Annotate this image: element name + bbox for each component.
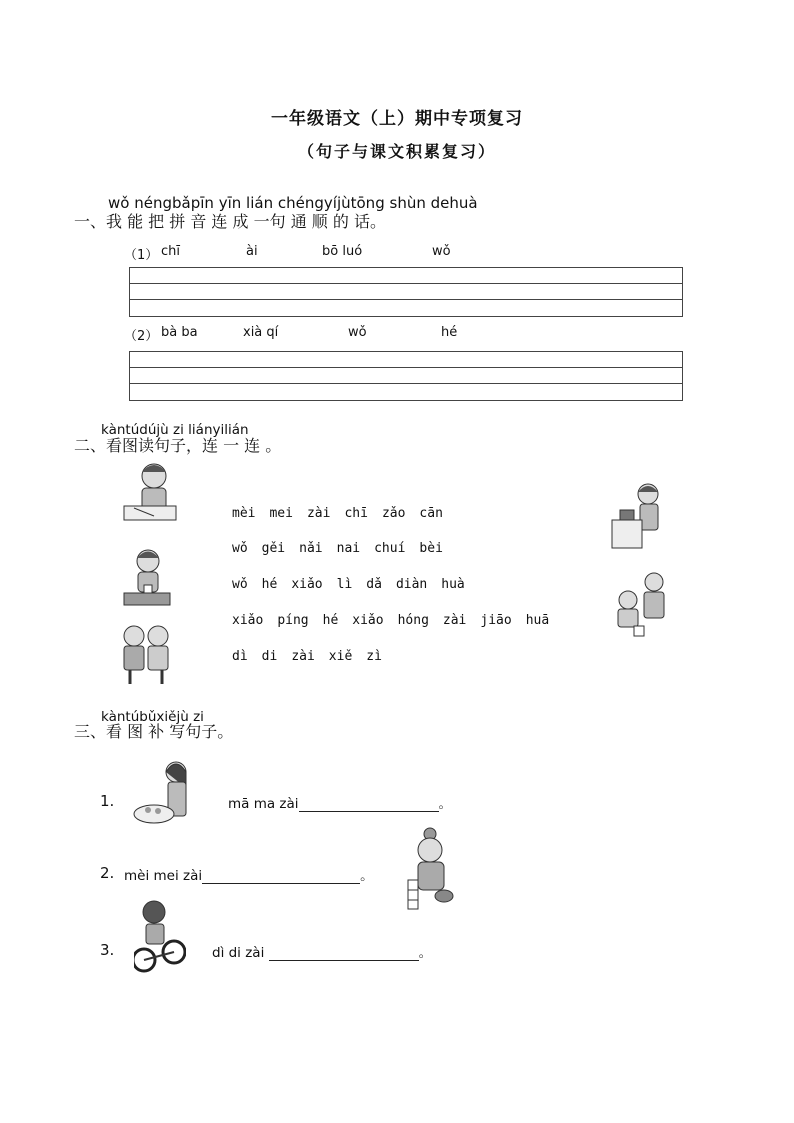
section3-pinyin: kàntúbǔxiějù zi bbox=[101, 709, 204, 725]
kids-watering-illustration[interactable] bbox=[606, 570, 670, 640]
sentence-3[interactable]: wǒ hé xiǎo lì dǎ diàn huà bbox=[232, 577, 465, 592]
section1-item2-word: wǒ bbox=[348, 325, 367, 340]
fill-sentence-3: dì di zài 。 bbox=[212, 945, 433, 961]
section1-item1: （1） bbox=[124, 248, 159, 263]
writing-lines-2[interactable] bbox=[129, 351, 683, 401]
section3-heading: 三、看 图 补 写句子。 bbox=[74, 722, 234, 741]
section2-heading: 二、看图读句子，连 一 连 。 bbox=[74, 436, 282, 455]
boy-cycling-illustration[interactable] bbox=[134, 898, 186, 976]
answer-blank-3[interactable] bbox=[269, 946, 419, 961]
writing-lines-1[interactable] bbox=[129, 267, 683, 317]
section1-item1-word: wǒ bbox=[432, 244, 451, 259]
answer-blank-2[interactable] bbox=[202, 869, 360, 884]
section1-item2-word: bà ba bbox=[161, 325, 198, 340]
answer-blank-1[interactable] bbox=[299, 797, 439, 812]
section1-item1-word: bō luó bbox=[322, 244, 363, 259]
sentence-5[interactable]: dì di zài xiě zì bbox=[232, 649, 382, 664]
section1-item2-word: hé bbox=[441, 325, 458, 340]
sentence-4[interactable]: xiǎo píng hé xiǎo hóng zài jiāo huā bbox=[232, 613, 550, 628]
sentence-2[interactable]: wǒ gěi nǎi nai chuí bèi bbox=[232, 541, 443, 556]
section2-pinyin: kàntúdújù zi liányilián bbox=[101, 422, 249, 438]
section1-item2-word: xià qí bbox=[243, 325, 279, 340]
sentence-1[interactable]: mèi mei zài chī zǎo cān bbox=[232, 506, 443, 521]
section1-pinyin: wǒ néngbǎpīn yīn lián chéngyíjùtōng shùn dehuà bbox=[108, 194, 478, 212]
two-kids-illustration[interactable] bbox=[118, 622, 176, 688]
item-number: 3. bbox=[100, 941, 115, 959]
item-number: 2. bbox=[100, 864, 115, 882]
section1-item1-word: chī bbox=[161, 244, 180, 259]
girl-blocks-illustration[interactable] bbox=[404, 826, 456, 910]
girl-eating-illustration[interactable] bbox=[120, 543, 174, 609]
fill-sentence-2: mèi mei zài 。 bbox=[124, 868, 374, 884]
section1-item2: （2） bbox=[124, 329, 159, 344]
page-subtitle: （句子与课文积累复习） bbox=[297, 142, 496, 161]
mother-washing-illustration[interactable] bbox=[132, 758, 198, 828]
page-title: 一年级语文（上）期中专项复习 bbox=[271, 109, 523, 129]
section1-heading: 一、我 能 把 拼 音 连 成 一句 通 顺 的 话。 bbox=[74, 212, 386, 231]
phone-call-illustration[interactable] bbox=[610, 480, 668, 550]
fill-sentence-1: mā ma zài 。 bbox=[228, 796, 453, 812]
section1-item1-word: ài bbox=[246, 244, 258, 259]
boy-writing-illustration[interactable] bbox=[120, 458, 180, 528]
item-number: 1. bbox=[100, 792, 115, 810]
